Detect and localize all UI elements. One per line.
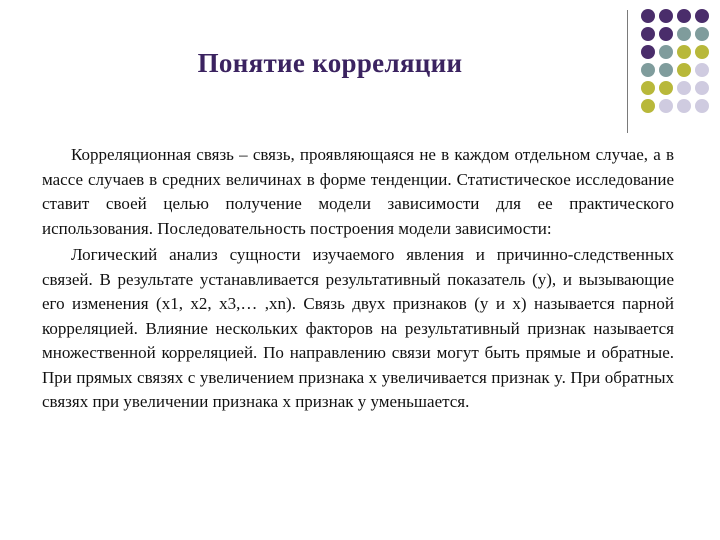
decorative-dot (677, 9, 691, 23)
decorative-dot (677, 81, 691, 95)
decorative-dot (641, 27, 655, 41)
decorative-dot (641, 99, 655, 113)
decorative-dot (677, 27, 691, 41)
decorative-dot (677, 63, 691, 77)
decorative-dot (659, 9, 673, 23)
decorative-divider (627, 10, 628, 133)
decorative-dot (695, 9, 709, 23)
decorative-dot (695, 81, 709, 95)
decorative-dot (677, 45, 691, 59)
decorative-dot (659, 27, 673, 41)
decorative-dot (659, 45, 673, 59)
decorative-dot (641, 9, 655, 23)
decorative-dot-grid (641, 9, 720, 119)
decorative-dot (695, 27, 709, 41)
slide-title: Понятие корреляции (197, 48, 463, 78)
decorative-dot (659, 99, 673, 113)
decorative-dot (641, 45, 655, 59)
paragraph-logical-analysis: Логический анализ сущности изучаемого явления и причинно-следственных связей. В результате устанавливается результативный показатель (y), и вызывающие его изменения (x1, x2, x3,… ,xn). Связь двух признаков (y и x) называется парной корреляцией. Влияние нескольких факторов на результативный признак называется множественной корреляцией. По направлению связи могут быть прямые и обратные. При прямых связях с увеличением признака x увеличивается признак y. При обратных связях при увеличении признака x признак y уменьшается. (42, 245, 674, 411)
decorative-dot (659, 63, 673, 77)
decorative-dot (695, 63, 709, 77)
paragraph-definition: Корреляционная связь – связь, проявляющаяся не в каждом отдельном случае, а в массе случаев в средних величинах в форме тенденции. Статистическое исследование ставит своей целью получение модели зависимости для ее практического использования. Последовательность построения модели зависимости: (42, 145, 674, 238)
decorative-dot (695, 45, 709, 59)
decorative-dot (695, 99, 709, 113)
slide-body (42, 143, 674, 415)
decorative-dot (677, 99, 691, 113)
decorative-dot (641, 63, 655, 77)
decorative-dot (641, 81, 655, 95)
decorative-dot (659, 81, 673, 95)
